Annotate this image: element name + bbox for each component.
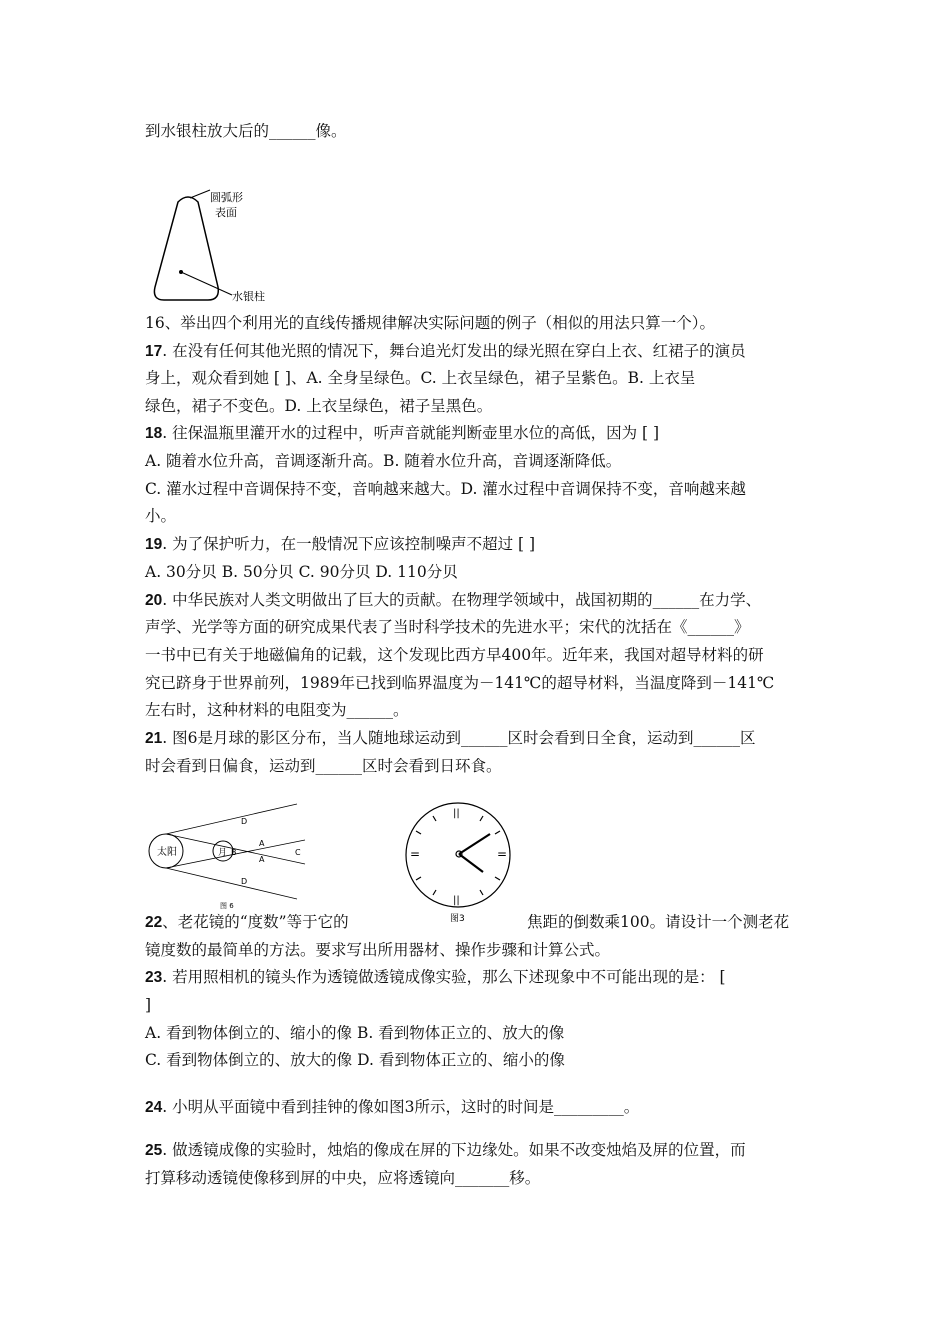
label-A-bottom: A: [259, 855, 265, 864]
question-20-line-3: 一书中已有关于地磁偏角的记载，这个发现比西方早400年。近年来，我国对超导材料的研: [145, 646, 764, 664]
label-B: B: [231, 848, 237, 857]
figure-3-caption: 图3: [450, 914, 465, 924]
hour-hand: [459, 834, 490, 854]
thermometer-figure: [140, 182, 280, 307]
label-arc-surface-2: 表面: [215, 206, 237, 219]
question-number: 25: [145, 1142, 163, 1159]
question-20-line-5: 左右时，这种材料的电阻变为______。: [145, 701, 409, 719]
question-number: 21: [145, 730, 163, 747]
question-number: 18: [145, 425, 163, 442]
minute-tick: [480, 816, 483, 821]
mercury-leader-line: [181, 272, 232, 295]
question-text: . 在没有任何其他光照的情况下，舞台追光灯发出的绿光照在穿白上衣、红裙子的演员: [162, 342, 746, 360]
question-18-line-1: [145, 423, 659, 444]
question-number: 20: [145, 592, 163, 609]
label-C: C: [295, 848, 301, 857]
question-text: . 做透镜成像的实验时，烛焰的像成在屏的下边缘处。如果不改变烛焰及屏的位置，而: [162, 1141, 746, 1159]
question-17-line-1: [145, 341, 746, 362]
label-D-top: D: [241, 817, 248, 826]
label-moon: 月: [218, 848, 228, 858]
question-25-line-2: 打算移动透镜使像移到屏的中央，应将透镜向_______移。: [145, 1169, 541, 1187]
question-20-line-2: 声学、光学等方面的研究成果代表了当时科学技术的先进水平；宋代的沈括在《______》: [145, 618, 750, 636]
question-text: . 小明从平面镜中看到挂钟的像如图3所示，这时的时间是_________。: [162, 1098, 640, 1116]
ray-line: [166, 804, 297, 834]
question-text: 、老花镜的“度数”等于它的: [162, 913, 349, 931]
label-A-top: A: [259, 839, 265, 848]
tick-3: =: [497, 847, 508, 861]
question-23-option-ab: A. 看到物体倒立的、缩小的像 B. 看到物体正立的、放大的像: [145, 1024, 565, 1042]
minute-tick: [495, 831, 500, 834]
question-number: 24: [145, 1099, 163, 1116]
question-18-line-2: A. 随着水位升高，音调逐渐升高。B. 随着水位升高，音调逐渐降低。: [145, 452, 622, 470]
minute-tick: [416, 831, 421, 834]
minute-tick: [495, 877, 500, 880]
question-22-line-2: 镜度数的最简单的方法。要求写出所用器材、操作步骤和计算公式。: [145, 941, 611, 959]
minute-hand: [459, 854, 483, 872]
question-18-line-4: 小。: [145, 507, 177, 525]
clock-figure: [402, 800, 514, 924]
question-number: 23: [145, 969, 163, 986]
question-20-line-1: [145, 590, 761, 611]
question-23-line-2: ]: [145, 996, 152, 1014]
ray-line: [166, 868, 297, 899]
question-text: . 中华民族对人类文明做出了巨大的贡献。在物理学领域中，战国初期的______在力学、: [162, 591, 762, 609]
label-arc-surface-1: 圆弧形: [210, 191, 243, 204]
question-17-line-3: 绿色，裙子不变色。D. 上衣呈绿色，裙子呈黑色。: [145, 397, 493, 415]
tick-6: ||: [453, 895, 460, 906]
question-text: . 若用照相机的镜头作为透镜做透镜成像实验，那么下述现象中不可能出现的是： [: [162, 968, 726, 986]
question-number: 19: [145, 536, 163, 553]
question-21-line-2: 时会看到日偏食，运动到______区时会看到日环食。: [145, 757, 502, 775]
question-25-line-1: [145, 1140, 746, 1161]
question-16: 16、举出四个利用光的直线传播规律解决实际问题的例子（相似的用法只算一个）。: [145, 314, 715, 332]
question-21-line-1: [145, 728, 755, 749]
question-20-line-4: 究已跻身于世界前列，1989年已找到临界温度为－141℃的超导材料，当温度降到－141℃: [145, 674, 775, 692]
minute-tick: [433, 890, 436, 895]
question-17-line-2: 身上，观众看到她 [ ]、A. 全身呈绿色。C. 上衣呈绿色，裙子呈紫色。B. 上衣呈: [145, 369, 696, 387]
question-23-line-1: [145, 967, 726, 988]
question-18-line-3: C. 灌水过程中音调保持不变，音响越来越大。D. 灌水过程中音调保持不变，音响越来越: [145, 480, 746, 498]
question-19-line-1: [145, 534, 535, 555]
question-22-line-1-cont: 焦距的倒数乘100。请设计一个测老花: [527, 913, 790, 931]
question-number: 17: [145, 343, 163, 360]
question-23-option-cd: C. 看到物体倒立的、放大的像 D. 看到物体正立的、缩小的像: [145, 1051, 565, 1069]
minute-tick: [416, 877, 421, 880]
figure-6-caption: 图 6: [220, 902, 234, 910]
question-text: . 往保温瓶里灌开水的过程中，听声音就能判断壶里水位的高低，因为 [ ]: [162, 424, 660, 442]
arc-leader-line: [190, 190, 210, 198]
label-D-bottom: D: [241, 877, 248, 886]
label-mercury: 水银柱: [232, 290, 265, 303]
question-22-line-1: [145, 912, 349, 933]
tick-12: ||: [453, 808, 460, 819]
answer-line: 到水银柱放大后的______像。: [145, 122, 347, 140]
question-number: 22: [145, 914, 163, 931]
question-19-line-2: A. 30分贝 B. 50分贝 C. 90分贝 D. 110分贝: [145, 563, 458, 581]
tick-9: =: [410, 847, 421, 861]
eclipse-figure: [145, 800, 310, 910]
question-text: . 图6是月球的影区分布，当人随地球运动到______区时会看到日全食，运动到______区: [162, 729, 756, 747]
minute-tick: [480, 890, 483, 895]
question-text: . 为了保护听力，在一般情况下应该控制噪声不超过 [ ]: [162, 535, 536, 553]
question-24: [145, 1097, 639, 1118]
label-sun: 太阳: [157, 847, 177, 858]
minute-tick: [433, 816, 436, 821]
